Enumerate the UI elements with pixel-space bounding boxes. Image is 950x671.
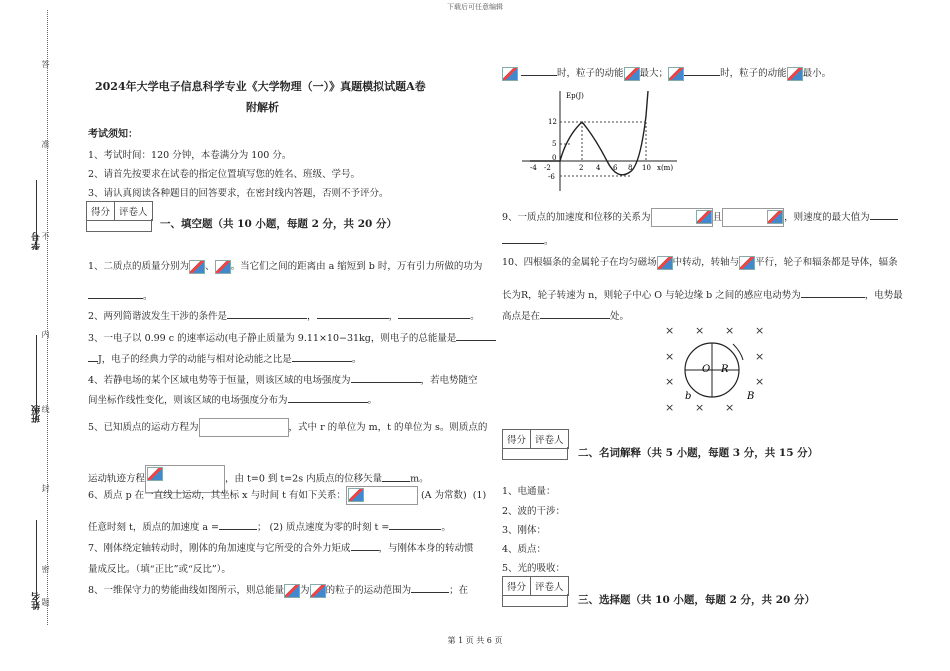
class-field[interactable] [36,335,37,420]
answer-blank[interactable] [317,308,389,319]
score-label: 得分 [503,577,531,595]
exam-title: 2024年大学电子信息科学专业《大学物理（一）》真题模拟试题A卷 [95,80,426,93]
answer-blank[interactable] [292,351,352,362]
xtick: 6 [613,164,618,172]
question-4: 4、若静电场的某个区域电势等于恒量，则该区域的电场强度为 ，若电势随空 [88,372,478,386]
svg-text:×: × [665,350,675,363]
section-2-heading: 二、名词解释（共 5 小题，每题 3 分，共 15 分） [578,447,819,459]
xtick: -4 [530,164,537,172]
answer-blank[interactable] [288,392,368,403]
student-id-label: 学号 [32,232,42,250]
formula-image-icon [147,467,163,481]
formula-image-icon [657,256,673,270]
binding-char-mi: 密 [41,565,50,573]
answer-blank[interactable] [540,308,610,319]
binding-dotted-line [47,10,48,625]
grader-label: 评卷人 [535,582,564,593]
answer-blank[interactable] [88,288,143,299]
answer-blank[interactable] [382,471,410,482]
binding-char-feng: 封 [41,484,50,492]
formula-box [199,418,289,437]
svg-text:×: × [695,324,705,337]
notice-3: 3、请认真阅读各种题目的回答要求，在密封线内答题，否则不予评分。 [88,188,389,199]
formula-image-icon [668,67,684,81]
ytick: 0 [552,154,557,162]
potential-energy-graph [512,86,682,196]
radius-label: R [721,364,729,375]
xtick: 4 [596,164,601,172]
exam-subtitle: 附解析 [246,101,279,114]
answer-blank[interactable] [684,65,720,76]
binding-char-xian: 线 [41,405,50,413]
score-box-2-entry[interactable] [502,447,568,460]
wheel-figure [655,322,780,417]
y-axis-label: Ep(J) [566,92,584,100]
formula-image-icon [624,67,640,81]
field-b-label: B [747,391,755,402]
page-number: 第 1 页 共 6 页 [447,636,503,645]
binding-char-bu: 不 [41,232,50,240]
rotation-arrow [733,344,743,360]
answer-blank[interactable] [389,519,441,530]
formula-image-icon [310,584,326,598]
formula-image-icon [696,210,712,224]
notice-2: 2、请首先按要求在试卷的指定位置填写您的姓名、班级、学号。 [88,169,361,180]
student-id-field[interactable] [36,180,37,250]
xtick: -2 [544,164,551,172]
binding-char-zhun: 准 [41,140,50,148]
question-7-cont: 量成反比。（填“正比”或“反比”）。 [88,564,231,575]
answer-blank[interactable] [351,372,421,383]
svg-text:×: × [725,401,735,414]
score-label: 得分 [87,202,115,220]
binding-char-nei: 内 [41,330,50,338]
formula-image-icon [189,260,205,274]
question-10-cont2: 高点是在 处。 [502,308,629,322]
score-box-3 [502,576,569,596]
header-note: 下载后可任意编辑 [447,3,503,11]
question-9-cont: 。 [502,233,554,247]
answer-blank[interactable] [456,330,496,341]
xtick: 10 [642,164,651,172]
answer-blank[interactable] [870,209,898,220]
answer-blank[interactable] [801,287,865,298]
formula-box [651,208,713,227]
name-label: 姓名 [32,592,42,610]
question-5: 5、已知质点的运动方程为 ，式中 r 的单位为 m，t 的单位为 s。则质点的 [88,418,487,437]
answer-blank[interactable] [88,351,98,362]
xtick: 2 [579,164,584,172]
score-box-1 [86,201,153,221]
class-label: 班级 [32,405,42,423]
svg-text:×: × [725,324,735,337]
question-1-answer: 。 [88,288,153,302]
answer-blank[interactable] [502,233,544,244]
binding-char-ti: 题 [41,598,50,606]
formula-image-icon [284,584,300,598]
potential-curve [560,91,648,175]
formula-image-icon [215,260,231,274]
svg-text:×: × [665,324,675,337]
score-label: 得分 [503,430,531,448]
formula-image-icon [787,67,803,81]
formula-box [346,486,418,505]
score-box-1-entry[interactable] [86,219,152,232]
binding-char-answer: 答 [41,60,50,68]
grader-label: 评卷人 [119,207,148,218]
section-3-heading: 三、选择题（共 10 小题，每题 2 分，共 20 分） [578,594,815,606]
question-2: 2、两列简谐波发生干涉的条件是 ， ， 。 [88,308,480,322]
svg-text:×: × [755,350,765,363]
svg-text:×: × [755,324,765,337]
term-2: 2、波的干涉： [502,506,566,517]
term-3: 3、刚体： [502,525,547,536]
section-1-heading: 一、填空题（共 10 小题，每题 2 分，共 20 分） [160,218,397,230]
grader-label: 评卷人 [535,435,564,446]
answer-blank[interactable] [351,540,379,551]
question-4-cont: 间坐标作线性变化，则该区域的电场强度分布为 。 [88,392,377,406]
question-10-cont: 长为R，轮子转速为 n，则轮子中心 O 与轮边缘 b 之间的感应电动势为 ，电势最 [502,287,903,301]
answer-blank[interactable] [398,308,470,319]
term-5: 5、光的吸收： [502,563,566,574]
name-field[interactable] [36,520,37,605]
question-3: 3、一电子以 0.99 c 的速率运动(电子静止质量为 9.11×10−31kg，则电子的总能量是 [88,330,496,344]
formula-image-icon [348,488,364,502]
svg-text:×: × [695,401,705,414]
answer-blank[interactable] [411,582,449,593]
svg-text:×: × [755,375,765,388]
answer-blank[interactable] [227,308,307,319]
term-1: 1、电通量： [502,486,556,497]
score-box-3-entry[interactable] [502,594,568,607]
formula-image-icon [767,210,783,224]
question-5-cont: 运动轨迹方程 ，由 t=0 到 t=2s 内质点的位移矢量 m。 [88,465,429,493]
ytick: 5 [552,140,557,148]
question-3-cont: J，电子的经典力学的动能与相对论动能之比是 。 [88,351,361,365]
term-4: 4、质点： [502,544,547,555]
svg-text:×: × [665,401,675,414]
formula-box [722,208,784,227]
formula-image-icon [739,256,755,270]
question-6: 6、质点 p 在一直线上运动，其坐标 x 与时间 t 有如下关系： (A 为常数) (1) [88,486,486,505]
ytick: 12 [548,118,557,126]
score-box-2 [502,429,569,449]
question-10: 10、四根辐条的金属轮子在均匀磁场 中转动，转轴与 平行，轮子和辐条都是导体，辐条 [502,257,898,268]
center-o-label: O [702,364,711,375]
xtick: 8 [628,164,633,172]
point-b-label: b [685,391,692,402]
ytick: -6 [548,173,555,181]
question-6-cont: 任意时刻 t，质点的加速度 a = ； (2) 质点速度为零的时刻 t = 。 [88,519,451,533]
formula-image-icon [502,67,518,81]
x-axis-label: x(m) [657,164,674,172]
question-9: 9、一质点的加速度和位移的关系为 且 ，则速度的最大值为 [502,208,898,227]
svg-text:×: × [665,375,675,388]
notice-heading: 考试须知： [88,129,138,140]
answer-blank[interactable] [219,519,257,530]
notice-1: 1、考试时间：120 分钟，本卷满分为 100 分。 [88,150,292,161]
question-1: 1、二质点的质量分别为 、 。当它们之间的距离由 a 缩短到 b 时，万有引力所做的功为 [88,261,483,272]
answer-blank[interactable] [521,65,557,76]
question-8: 8、一维保守力的势能曲线如图所示，则总能量 为 的粒子的运动范围为 ；在 [88,582,468,598]
question-7: 7、刚体绕定轴转动时，刚体的角加速度与它所受的合外力矩成 ，与刚体本身的转动惯 [88,540,474,554]
question-8-cont: 时，粒子的动能 最大； 时，粒子的动能 最小。 [502,65,831,81]
